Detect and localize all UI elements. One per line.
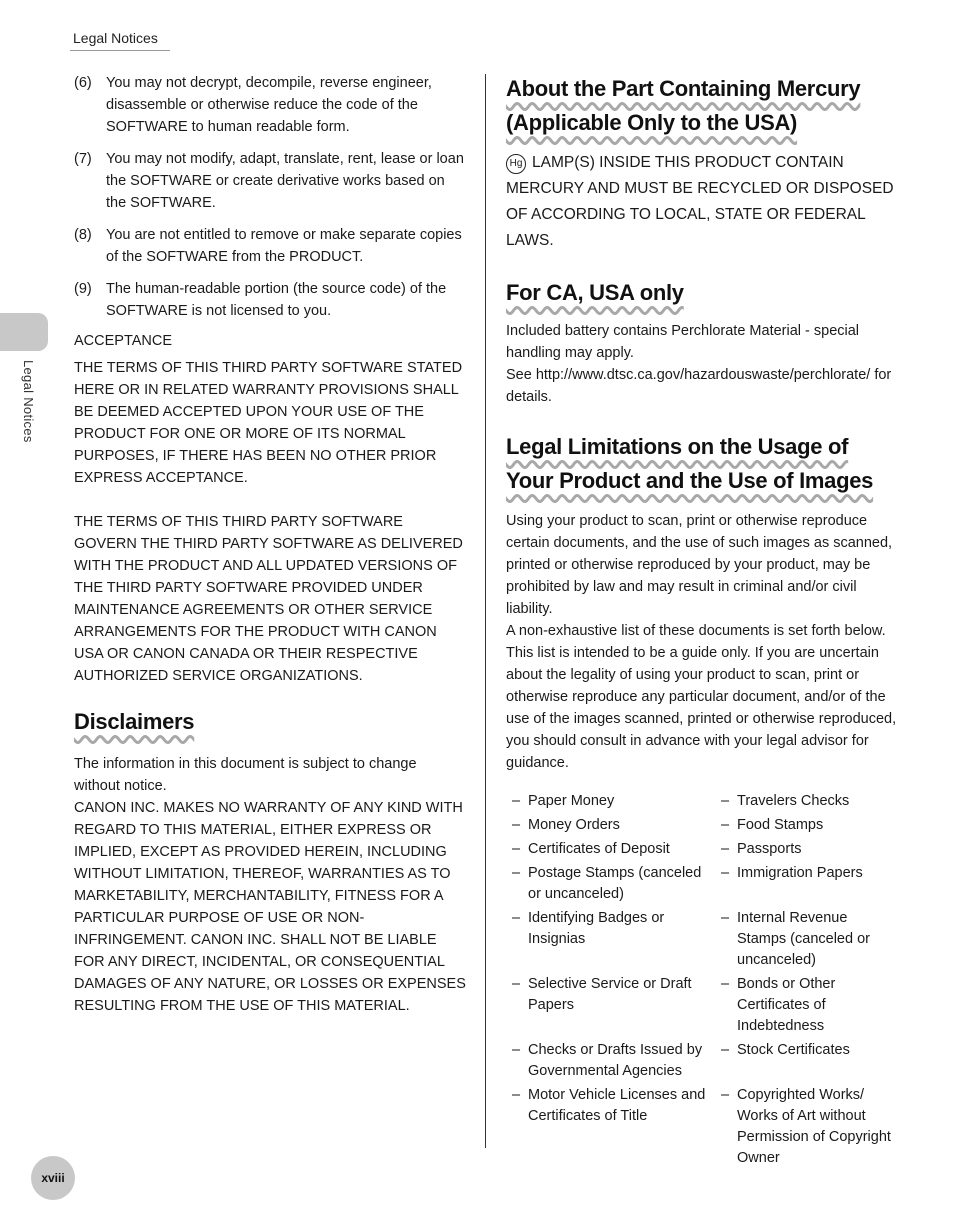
prohibited-documents-list bbox=[506, 791, 898, 1172]
dash-icon: – bbox=[512, 841, 521, 857]
list-item: – Motor Vehicle Licenses and Certificates of Title bbox=[506, 1085, 715, 1169]
side-tab-label: Legal Notices bbox=[21, 360, 36, 443]
list-item: – Paper Money bbox=[506, 791, 715, 812]
left-column bbox=[74, 72, 466, 1017]
mercury-notice bbox=[506, 150, 898, 254]
dash-icon: – bbox=[512, 865, 521, 881]
numbered-item bbox=[74, 278, 466, 322]
list-item: – Bonds or Other Certificates of Indebtedness bbox=[715, 974, 898, 1037]
mercury-heading-line-2: (Applicable Only to the USA) bbox=[506, 110, 798, 135]
list-item: – Immigration Papers bbox=[715, 863, 898, 905]
dash-icon: – bbox=[512, 1087, 521, 1103]
legal-heading-line-1: Legal Limitations on the Usage of bbox=[506, 434, 849, 459]
item-number: (6) bbox=[74, 75, 92, 91]
dash-icon: – bbox=[721, 793, 730, 809]
acceptance-paragraph-1: THE TERMS OF THIS THIRD PARTY SOFTWARE STATED HERE OR IN RELATED WARRANTY PROVISIONS SHALL BE DEEMED ACCEPTED UPON YOUR USE OF THE PRODUCT FOR ONE OR MORE OF ITS NORMAL PURPOSES, IF THERE HAS BEEN NO OTHER PRIOR EXPRESS ACCEPTANCE. bbox=[74, 360, 463, 486]
dash-icon: – bbox=[721, 1042, 730, 1058]
disclaimers-paragraph-2: CANON INC. MAKES NO WARRANTY OF ANY KIND WITH REGARD TO THIS MATERIAL, EITHER EXPRESS OR IMPLIED, EXCEPT AS PROVIDED HEREIN, INCLUDING WITHOUT LIMITATION, THEREOF, WARRANTIES AS TO MARKETABILITY, MERCHANTABILITY, FITNESS FOR A PARTICULAR PURPOSE OF USE OR NON-INFRINGEMENT. CANON INC. SHALL NOT BE LIABLE FOR ANY DIRECT, INCIDENTAL, OR CONSEQUENTIAL DAMAGES OF ANY NATURE, OR LOSSES OR EXPENSES RESULTING FROM THE USE OF THIS MATERIAL. bbox=[74, 800, 466, 1014]
item-number: (7) bbox=[74, 151, 92, 167]
list-item: – Internal Revenue Stamps (canceled or uncanceled) bbox=[715, 908, 898, 971]
dash-icon: – bbox=[721, 841, 730, 857]
acceptance-heading: ACCEPTANCE bbox=[74, 333, 173, 349]
right-column bbox=[506, 72, 898, 1172]
disclaimers-heading: Disclaimers bbox=[74, 709, 195, 734]
mercury-heading bbox=[506, 72, 898, 140]
list-item: – Money Orders bbox=[506, 815, 715, 836]
dash-icon: – bbox=[721, 910, 730, 926]
side-tab[interactable] bbox=[0, 313, 48, 351]
dash-icon: – bbox=[721, 865, 730, 881]
legal-limitations-heading bbox=[506, 430, 898, 498]
numbered-item bbox=[74, 148, 466, 214]
item-number: (8) bbox=[74, 227, 92, 243]
legal-heading-line-2: Your Product and the Use of Images bbox=[506, 468, 874, 493]
list-item: – Checks or Drafts Issued by Governmental Agencies bbox=[506, 1040, 715, 1082]
dash-icon: – bbox=[512, 976, 521, 992]
legal-paragraph-2: A non-exhaustive list of these documents is set forth below. This list is intended to be a guide only. If you are uncertain about the legality of using your product to scan, print or otherwise reproduce any particular document, and/or of the use of the images scanned, printed or otherwise reproduced, you should consult in advance with your legal advisor for guidance. bbox=[506, 623, 897, 771]
dash-icon: – bbox=[512, 910, 521, 926]
dash-icon: – bbox=[721, 1087, 730, 1103]
running-header: Legal Notices bbox=[73, 30, 158, 46]
dash-icon: – bbox=[721, 817, 730, 833]
list-item: – Food Stamps bbox=[715, 815, 898, 836]
disclaimers-paragraph-1: The information in this document is subject to change without notice. bbox=[74, 756, 417, 794]
dash-icon: – bbox=[512, 793, 521, 809]
list-item: – Selective Service or Draft Papers bbox=[506, 974, 715, 1037]
list-item: – Copyrighted Works/ Works of Art without Permission of Copyright Owner bbox=[715, 1085, 898, 1169]
acceptance-paragraph-2: THE TERMS OF THIS THIRD PARTY SOFTWARE GOVERN THE THIRD PARTY SOFTWARE AS DELIVERED WITH THE PRODUCT AND ALL UPDATED VERSIONS OF THE THIRD PARTY SOFTWARE PROVIDED UNDER MAINTENANCE AGREEMENTS OR OTHER SERVICE ARRANGEMENTS FOR THE PRODUCT WITH CANON USA OR CANON CANADA OR THEIR RESPECTIVE AUTHORIZED SERVICE ORGANIZATIONS. bbox=[74, 514, 463, 684]
item-text: The human-readable portion (the source code) of the SOFTWARE is not licensed to you. bbox=[106, 281, 447, 319]
list-item: – Postage Stamps (canceled or uncanceled) bbox=[506, 863, 715, 905]
item-text: You may not decrypt, decompile, reverse engineer, disassemble or otherwise reduce the code of the SOFTWARE to human readable form. bbox=[106, 75, 432, 135]
ca-paragraph-2: See http://www.dtsc.ca.gov/hazardouswaste/perchlorate/ for details. bbox=[506, 367, 892, 405]
list-item: – Passports bbox=[715, 839, 898, 860]
ca-paragraph-1: Included battery contains Perchlorate Material - special handling may apply. bbox=[506, 323, 860, 361]
list-item: – Certificates of Deposit bbox=[506, 839, 715, 860]
legal-paragraph-1: Using your product to scan, print or otherwise reproduce certain documents, and the use of such images as scanned, printed or otherwise reproduced by your product, may be prohibited by law and may result in criminal and/or civil liability. bbox=[506, 513, 893, 617]
mercury-hg-icon: Hg bbox=[506, 154, 526, 174]
mercury-heading-line-1: About the Part Containing Mercury bbox=[506, 76, 861, 101]
item-text: You are not entitled to remove or make separate copies of the SOFTWARE from the PRODUCT. bbox=[106, 227, 462, 265]
dash-icon: – bbox=[512, 817, 521, 833]
item-number: (9) bbox=[74, 281, 92, 297]
dash-icon: – bbox=[721, 976, 730, 992]
mercury-text: LAMP(S) INSIDE THIS PRODUCT CONTAIN MERCURY AND MUST BE RECYCLED OR DISPOSED OF ACCORDING TO LOCAL, STATE OR FEDERAL LAWS. bbox=[506, 154, 894, 249]
list-item: – Stock Certificates bbox=[715, 1040, 898, 1082]
header-rule bbox=[70, 50, 170, 51]
list-item: – Travelers Checks bbox=[715, 791, 898, 812]
numbered-item bbox=[74, 224, 466, 268]
numbered-item bbox=[74, 72, 466, 138]
column-divider bbox=[485, 74, 486, 1148]
page-number: xviii bbox=[31, 1156, 75, 1200]
ca-heading: For CA, USA only bbox=[506, 280, 684, 305]
list-item: – Identifying Badges or Insignias bbox=[506, 908, 715, 971]
dash-icon: – bbox=[512, 1042, 521, 1058]
item-text: You may not modify, adapt, translate, rent, lease or loan the SOFTWARE or create derivative works based on the SOFTWARE. bbox=[106, 151, 464, 211]
